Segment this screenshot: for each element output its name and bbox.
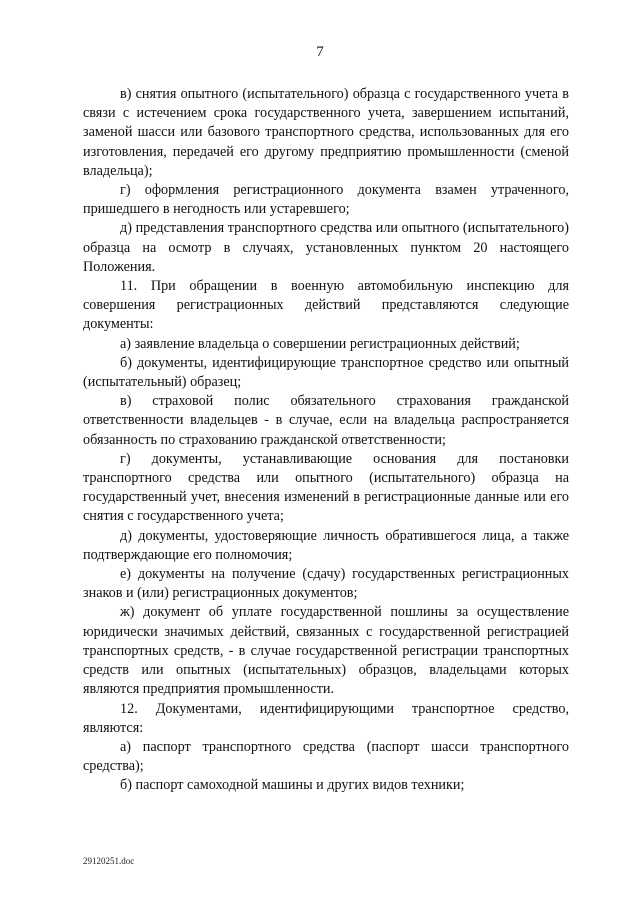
paragraph-a-application: а) заявление владельца о совершении регистрационных действий; <box>120 335 520 352</box>
paragraph-b-machine-passport: б) паспорт самоходной машины и других видов техники; <box>120 777 465 794</box>
paragraph-11-documents-required: 11. При обращении в военную автомобильную инспекцию для совершения регистрационных действий представляются следующие документы: <box>83 278 569 333</box>
page-number: 7 <box>316 44 324 60</box>
paragraph-v-insurance-policy: в) страховой полис обязательного страхования гражданской ответственности владельцев - в случае, если на владельца распространяется обязанность по страхованию гражданской ответственности; <box>83 393 569 448</box>
paragraph-12-identifying-documents: 12. Документами, идентифицирующими транспортное средство, являются: <box>83 700 569 736</box>
paragraph-zh-state-fee: ж) документ об уплате государственной пошлины за осуществление юридически значимых действий, связанных с государственной регистрацией транспортных средств, - в случае государственной регистрации транспортных средств или опытных (испытательных) образцов, владельцами которых являются предприятия промышленности. <box>83 604 569 698</box>
paragraph-e-plates-documents: е) документы на получение (сдачу) государственных регистрационных знаков и (или) регистрационных документов; <box>83 566 569 602</box>
paragraph-d-identity-documents: д) документы, удостоверяющие личность обратившегося лица, а также подтверждающие его полномочия; <box>83 527 569 563</box>
paragraph-b-identifying-documents: б) документы, идентифицирующие транспортное средство или опытный (испытательный) образец; <box>83 354 569 391</box>
document-body <box>83 85 569 796</box>
footer-filename: 29120251.doc <box>83 856 135 866</box>
paragraph-a-vehicle-passport: а) паспорт транспортного средства (паспорт шасси транспортного средства); <box>83 738 569 775</box>
paragraph-v-removal: в) снятия опытного (испытательного) образца с государственного учета в связи с истечением срока государственного учета, завершением испытаний, заменой шасси или базового транспортного средства, использованных для его изготовления, передачей его другому предприятию промышленности (сменой владельца); <box>83 86 569 179</box>
paragraph-g-grounds-documents: г) документы, устанавливающие основания для постановки транспортного средства или опытного (испытательного) образца на государственный учет, внесения изменений в регистрационные данные или его снятия с государственного учета; <box>83 450 569 525</box>
paragraph-d-inspection: д) представления транспортного средства или опытного (испытательного) образца на осмотр в случаях, установленных пунктом 20 настоящего Положения. <box>83 220 569 275</box>
paragraph-g-replacement-document: г) оформления регистрационного документа взамен утраченного, пришедшего в негодность или устаревшего; <box>83 182 569 218</box>
